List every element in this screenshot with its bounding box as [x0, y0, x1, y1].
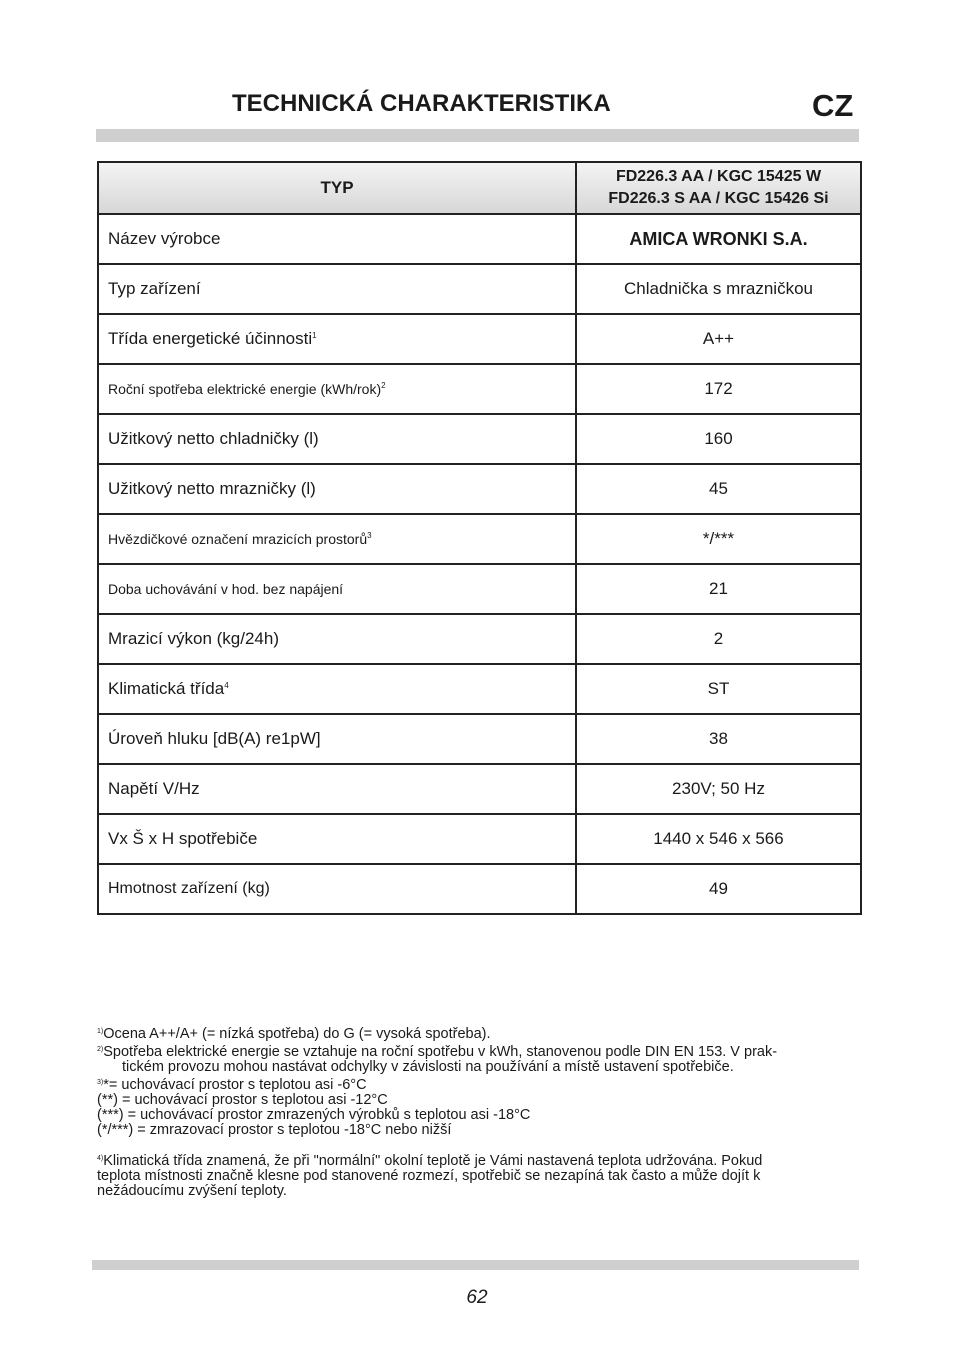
- row-value: 230V; 50 Hz: [576, 764, 861, 814]
- model-header: [576, 162, 861, 214]
- table-row: [98, 214, 861, 264]
- table-row: [98, 264, 861, 314]
- row-label-cell: [98, 364, 576, 414]
- row-value: A++: [576, 314, 861, 364]
- row-value: AMICA WRONKI S.A.: [576, 214, 861, 264]
- row-value: 172: [576, 364, 861, 414]
- page-title: TECHNICKÁ CHARAKTERISTIKA: [232, 90, 611, 117]
- table-row: [98, 364, 861, 414]
- row-value: 1440 x 546 x 566: [576, 814, 861, 864]
- row-label-cell: [98, 314, 576, 364]
- row-value: 2: [576, 614, 861, 664]
- footnote-3: [97, 1075, 857, 1093]
- footnote-ref: 1: [312, 331, 317, 340]
- footnote-3-line: (***) = uchovávací prostor zmrazených výrobků s teplotou asi -18°C: [97, 1107, 531, 1123]
- footnote-mark: 1): [97, 1028, 104, 1035]
- row-label: Doba uchovávání v hod. bez napájení: [98, 564, 576, 614]
- row-label: Užitkový netto mrazničky (l): [98, 464, 576, 514]
- model-header-line-2: FD226.3 S AA / KGC 15426 Si: [608, 190, 829, 207]
- table-row: [98, 514, 861, 564]
- row-label-cell: [98, 514, 576, 564]
- row-label: Hvězdičkové označení mrazicích prostorů: [108, 531, 368, 547]
- footnote-4-line: nežádoucímu zvýšení teploty.: [97, 1183, 287, 1199]
- row-label: Typ zařízení: [98, 264, 576, 314]
- footnote-4-line: teplota místnosti značně klesne pod stanovené rozmezí, spotřebič se nezapíná tak často a může dojít k: [97, 1168, 761, 1184]
- table-row: [98, 864, 861, 914]
- footnote-4: [97, 1151, 857, 1169]
- row-label: Napětí V/Hz: [98, 764, 576, 814]
- row-label: Hmotnost zařízení (kg): [98, 864, 576, 914]
- row-value: 38: [576, 714, 861, 764]
- row-label: Název výrobce: [98, 214, 576, 264]
- footnote-mark: 2): [97, 1046, 104, 1053]
- row-label: Mrazicí výkon (kg/24h): [98, 614, 576, 664]
- table-row: [98, 564, 861, 614]
- table-row: [98, 464, 861, 514]
- footnote-3-line: (**) = uchovávací prostor s teplotou asi -12°C: [97, 1092, 388, 1108]
- table-row: [98, 664, 861, 714]
- type-header: TYP: [98, 162, 576, 214]
- row-value: Chladnička s mrazničkou: [576, 264, 861, 314]
- footnote-ref: 3: [367, 531, 372, 540]
- row-label: Úroveň hluku [dB(A) re1pW]: [98, 714, 576, 764]
- footnotes: [97, 1024, 857, 1199]
- row-value: ST: [576, 664, 861, 714]
- footnote-text: Klimatická třída znamená, že při "normální" okolní teplotě je Vámi nastavená teplota udržována. Pokud: [103, 1153, 763, 1169]
- footer-divider: [92, 1260, 859, 1270]
- footnote-1: [97, 1024, 857, 1042]
- footnote-text: *= uchovávací prostor s teplotou asi -6°C: [103, 1077, 367, 1093]
- table-row: [98, 314, 861, 364]
- footnote-3-line: (*/***) = zmrazovací prostor s teplotou -18°C nebo nižší: [97, 1122, 452, 1138]
- language-code: CZ: [812, 88, 854, 123]
- row-value: 49: [576, 864, 861, 914]
- table-row: [98, 764, 861, 814]
- row-value: 160: [576, 414, 861, 464]
- footnote-ref: 2: [381, 381, 386, 390]
- row-value: */***: [576, 514, 861, 564]
- row-value: 21: [576, 564, 861, 614]
- table-row: [98, 814, 861, 864]
- footnote-text: Ocena A++/A+ (= nízká spotřeba) do G (= vysoká spotřeba).: [103, 1026, 491, 1042]
- footnote-2: [97, 1042, 857, 1060]
- model-header-line-1: FD226.3 AA / KGC 15425 W: [615, 168, 822, 185]
- row-value: 45: [576, 464, 861, 514]
- row-label: Vx Š x H spotřebiče: [98, 814, 576, 864]
- row-label: Třída energetické účinnosti: [108, 329, 313, 348]
- page-number: 62: [466, 1287, 488, 1308]
- row-label: Roční spotřeba elektrické energie (kWh/rok): [108, 381, 382, 397]
- table-header-row: [98, 162, 861, 214]
- table-row: [98, 614, 861, 664]
- header-divider: [96, 129, 859, 142]
- footnote-mark: 3): [97, 1079, 104, 1086]
- row-label-cell: [98, 664, 576, 714]
- footnote-2-continued: tickém provozu mohou nastávat odchylky v závislosti na používání a místě ustavení spotřebiče.: [122, 1059, 734, 1075]
- footnote-ref: 4: [224, 681, 229, 690]
- row-label: Klimatická třída: [108, 679, 225, 698]
- footnote-text: Spotřeba elektrické energie se vztahuje na roční spotřebu v kWh, stanovenou podle DIN EN 153. V prak-: [103, 1044, 778, 1060]
- footnote-mark: 4): [97, 1155, 104, 1162]
- row-label: Užitkový netto chladničky (l): [98, 414, 576, 464]
- spec-table: [97, 161, 862, 915]
- table-row: [98, 414, 861, 464]
- table-row: [98, 714, 861, 764]
